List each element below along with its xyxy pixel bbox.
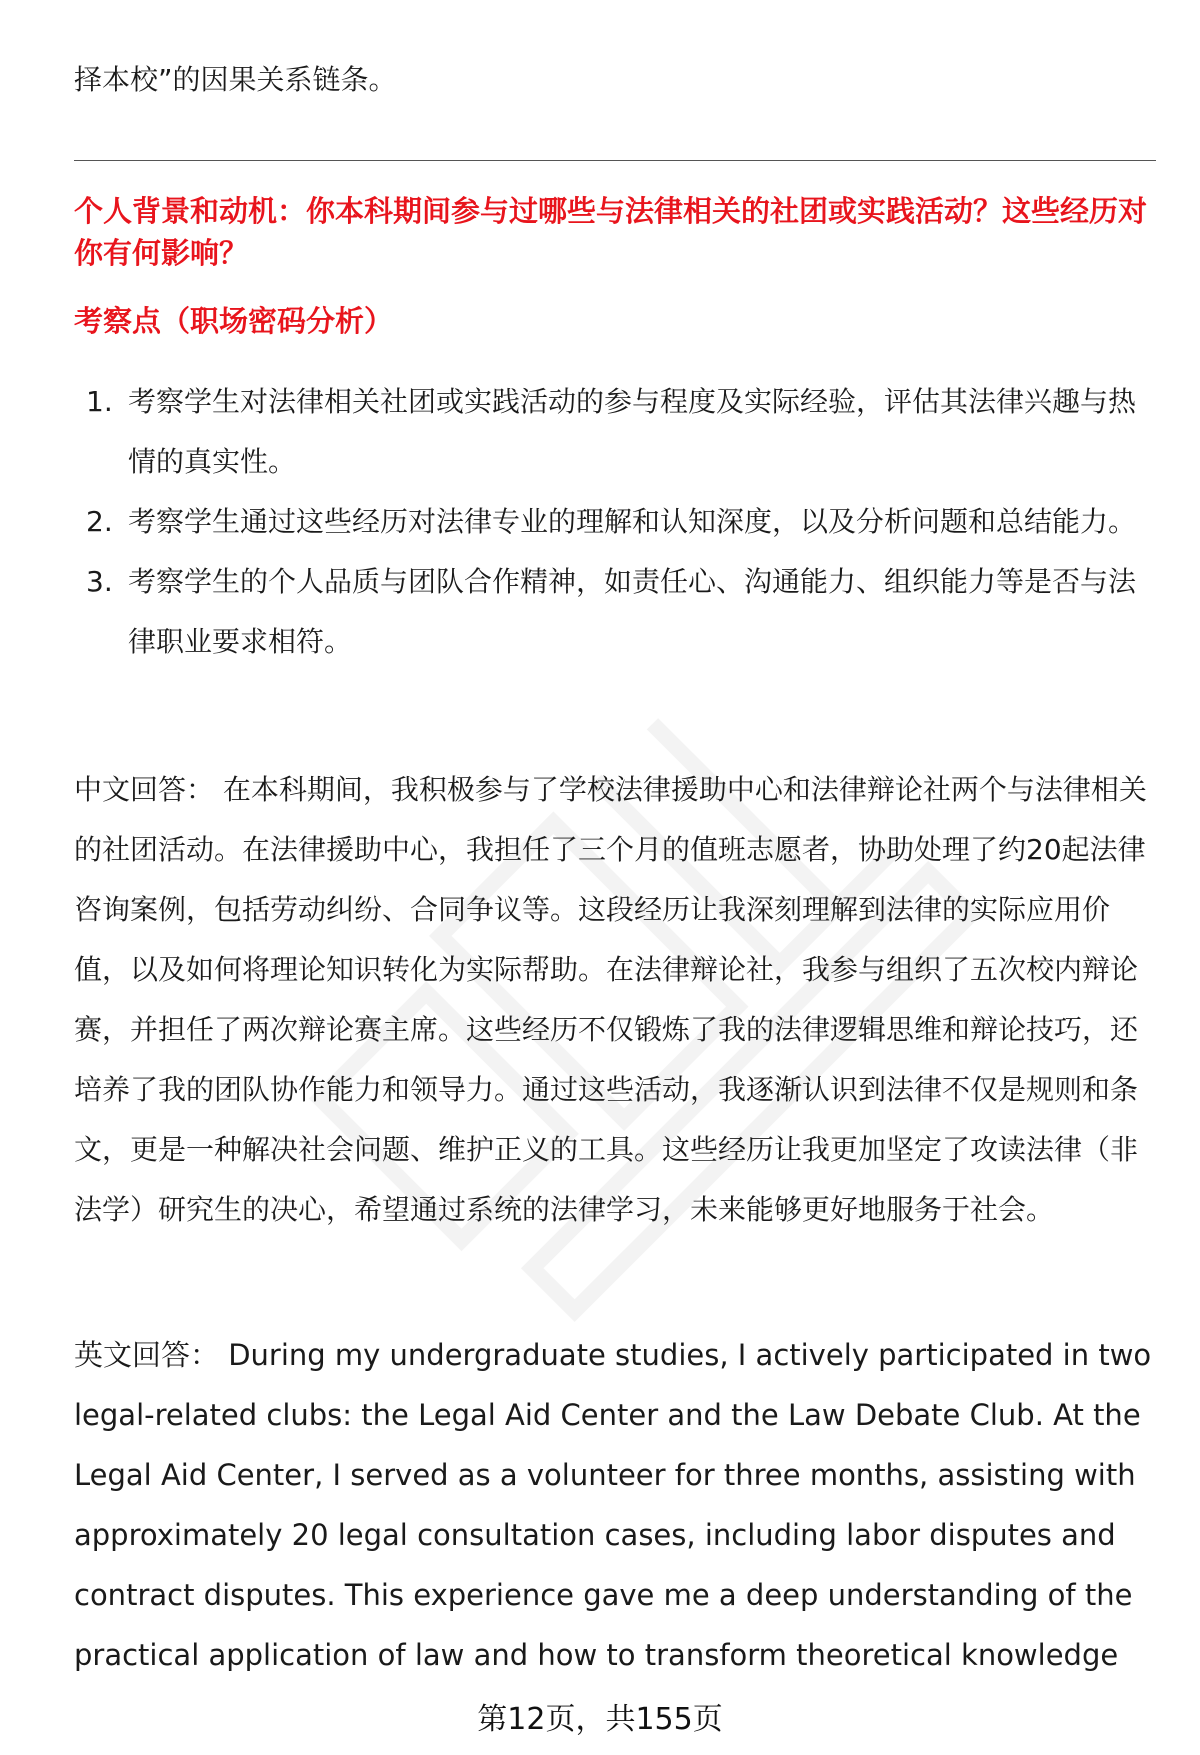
list-item-number: 3. bbox=[86, 565, 113, 598]
page-number-footer: 第12页，共155页 bbox=[477, 1702, 723, 1737]
assessment-points-list bbox=[74, 372, 1156, 672]
section-divider bbox=[74, 160, 1156, 161]
english-answer-paragraph: 英文回答： During my undergraduate studies, I actively participated in two legal-related clubs: the Legal Aid Center and the Law Debate Club. At the Legal Aid Center, I served as a volunteer for three months, assisting with approximately 20 legal consultation cases, including labor disputes and contract disputes. This experience gave me a deep understanding of the practical application of law and how to transform theoretical knowledge bbox=[74, 1338, 1152, 1672]
list-item-text: 考察学生对法律相关社团或实践活动的参与程度及实际经验，评估其法律兴趣与热情的真实性。 bbox=[128, 385, 1137, 478]
chinese-answer-paragraph: 中文回答： 在本科期间，我积极参与了学校法律援助中心和法律辩论社两个与法律相关的社团活动。在法律援助中心，我担任了三个月的值班志愿者，协助处理了约20起法律咨询案例，包括劳动纠纷、合同争议等。这段经历让我深刻理解到法律的实际应用价值，以及如何将理论知识转化为实际帮助。在法律辩论社，我参与组织了五次校内辩论赛，并担任了两次辩论赛主席。这些经历不仅锻炼了我的法律逻辑思维和辩论技巧，还培养了我的团队协作能力和领导力。通过这些活动，我逐渐认识到法律不仅是规则和条文，更是一种解决社会问题、维护正义的工具。这些经历让我更加坚定了攻读法律（非法学）研究生的决心，希望通过系统的法律学习，未来能够更好地服务于社会。 bbox=[74, 773, 1147, 1226]
list-item-number: 2. bbox=[86, 505, 113, 538]
assessment-subheading: 考察点（职场密码分析） bbox=[74, 304, 394, 338]
list-item bbox=[74, 552, 1156, 672]
continued-paragraph: 择本校”的因果关系链条。 bbox=[74, 63, 397, 96]
question-heading: 个人背景和动机：你本科期间参与过哪些与法律相关的社团或实践活动？这些经历对你有何影响？ bbox=[74, 194, 1148, 270]
list-item-number: 1. bbox=[86, 385, 113, 418]
list-item bbox=[74, 492, 1156, 552]
list-item-text: 考察学生通过这些经历对法律专业的理解和认知深度，以及分析问题和总结能力。 bbox=[128, 505, 1137, 538]
list-item-text: 考察学生的个人品质与团队合作精神，如责任心、沟通能力、组织能力等是否与法律职业要求相符。 bbox=[128, 565, 1137, 658]
list-item bbox=[74, 372, 1156, 492]
